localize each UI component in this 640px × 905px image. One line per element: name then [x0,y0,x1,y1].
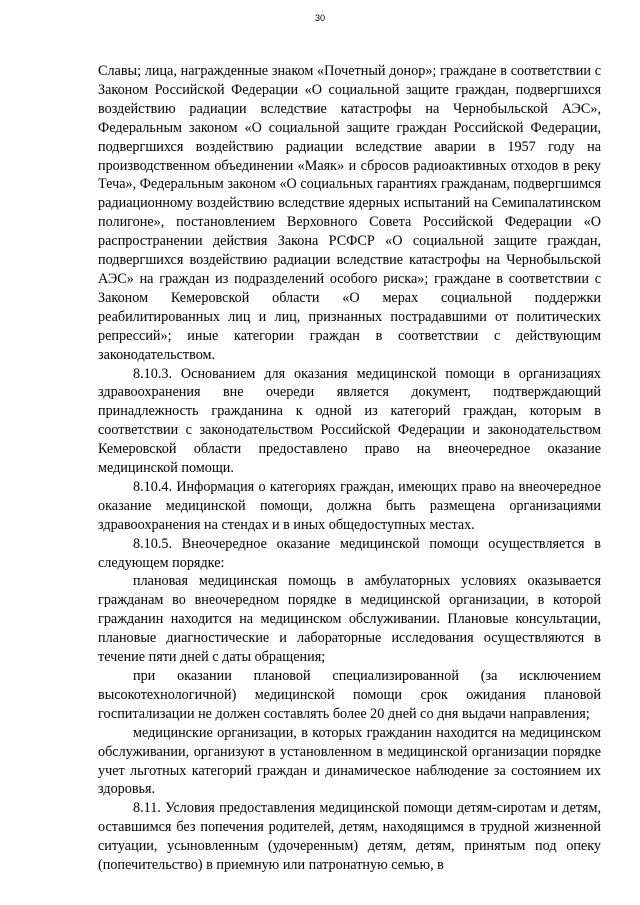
paragraph-outpatient-care: плановая медицинская помощь в амбулаторных условиях оказывается гражданам во внеочередном порядке в медицинской организации, в которой гражданин находится на медицинском обслуживании. Плановые консультации, плановые диагностические и лабораторные исследования осуществляются в течение пяти дней с даты обращения; [98,573,601,666]
paragraph-medical-organizations: медицинские организации, в которых гражданин находится на медицинском обслуживании, организуют в установленном в медицинской организации порядке учет льготных категорий граждан и динамическое наблюдение за состоянием их здоровья. [98,724,601,798]
paragraph-specialized-care: при оказании плановой специализированной (за исключением высокотехнологичной) медицинской помощи срок ожидания плановой госпитализации не должен составлять более 20 дней со дня выдачи направления; [98,668,601,722]
page-number: 30 [314,13,325,23]
paragraph-8-11: 8.11. Условия предоставления медицинской помощи детям-сиротам и детям, оставшимся без попечения родителей, детям, находящимся в трудной жизненной ситуации, усыновленным (удочеренным) детям, детям, принятым под опеку (попечительство) в приемную или патронатную семью, в [98,800,601,874]
paragraph-8-10-4: 8.10.4. Информация о категориях граждан, имеющих право на внеочередное оказание медицинской помощи, должна быть размещена организациями здравоохранения на стендах и в иных общедоступных местах. [98,478,601,533]
paragraph-8-10-3: 8.10.3. Основанием для оказания медицинской помощи в организациях здравоохранения вне очереди является документ, подтверждающий принадлежность гражданина к одной из категорий граждан, которым в соответствии с законодательством Российской Федерации и законодательством Кемеровской области предоставлено право на внеочередное оказание медицинской помощи. [98,365,601,477]
paragraph-8-10-5: 8.10.5. Внеочередное оказание медицинской помощи осуществляется в следующем порядке: [98,535,601,571]
document-body [98,62,601,875]
paragraph-continuation: Славы; лица, награжденные знаком «Почетный донор»; граждане в соответствии с Законом Российской Федерации «О социальной защите граждан, подвергшихся воздействию радиации вследствие катастрофы на Чернобыльской АЭС», Федеральным законом «О социальной защите граждан Российской Федерации, подвергшихся воздействию радиации вследствие аварии в 1957 году на производственном объединении «Маяк» и сбросов радиоактивных отходов в реку Теча», Федеральным законом «О социальных гарантиях гражданам, подвергшимся радиационному воздействию вследствие ядерных испытаний на Семипалатинском полигоне», постановлением Верховного Совета Российской Федерации «О распространении действия Закона РСФСР «О социальной защите граждан, подвергшихся воздействию радиации вследствие катастрофы на Чернобыльской АЭС» на граждан из подразделений особого риска»; граждане в соответствии с Законом Кемеровской области «О мерах социальной поддержки реабилитированных лиц и лиц, признанных пострадавшими от политических репрессий»; иные категории граждан в соответствии с действующим законодательством. [98,63,601,363]
